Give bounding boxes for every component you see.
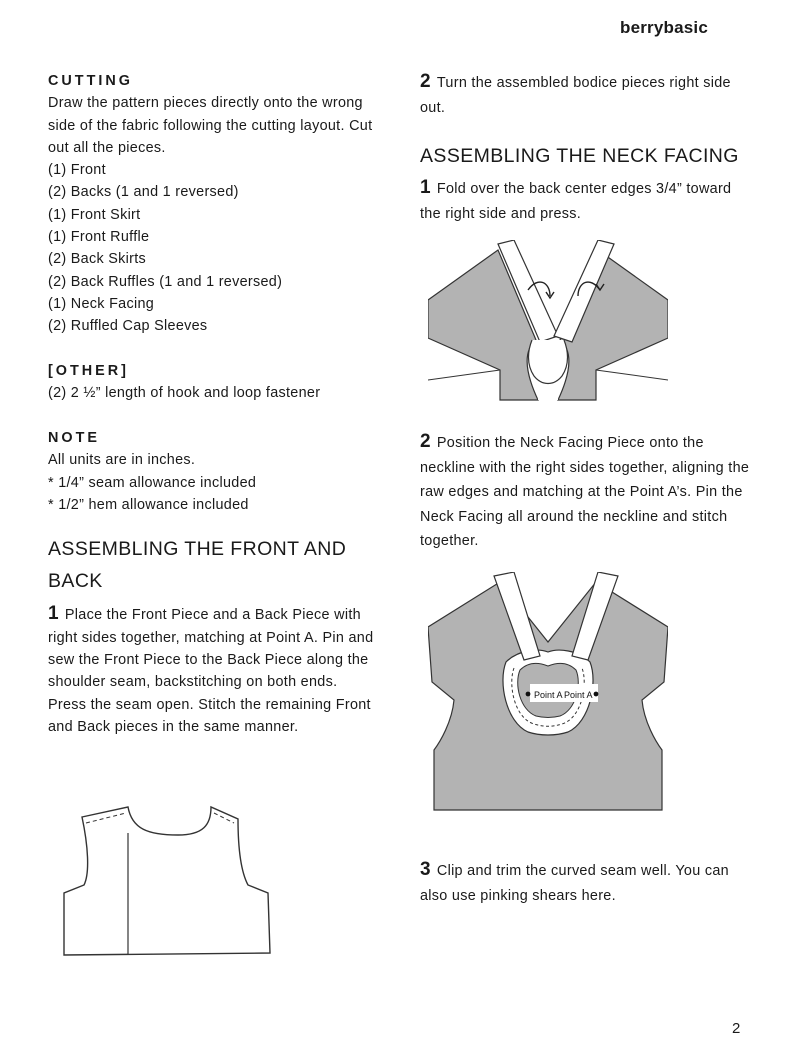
neck-facing-illustration [428,572,668,812]
cutting-intro: Draw the pattern pieces directly onto the wrong side of the fabric following the cutting layout. Cut out all the pieces. [48,95,373,156]
neck-facing-step-1 [420,176,750,226]
note-line: All units are in inches. [48,452,196,469]
cutting-item: (1) Front Ruffle [48,229,150,246]
note-line: * 1/2” hem allowance included [48,497,249,514]
cutting-item: (2) Back Ruffles (1 and 1 reversed) [48,273,283,290]
page-number: 2 [732,1020,741,1037]
neck-facing-heading: ASSEMBLING THE NECK FACING [420,145,739,167]
other-title: [OTHER] [48,362,129,379]
left-column [48,70,378,738]
neck-facing-step-2 [420,430,750,554]
cutting-item: (2) Ruffled Cap Sleeves [48,318,208,335]
step-number: 1 [48,603,59,625]
cutting-item: (1) Front [48,162,106,179]
right-column [420,70,750,226]
front-back-heading: ASSEMBLING THE FRONT AND BACK [48,538,347,593]
fold-back-edges-illustration [428,240,668,402]
step-text: Position the Neck Facing Piece onto the neckline with the right sides together, aligning the raw edges and matching at the Point A’s. Pin the Neck Facing all around the neckline and stitch together. [420,435,750,549]
note-line: * 1/4” seam allowance included [48,474,257,491]
step-number: 2 [420,431,431,452]
neck-facing-step-2-block [420,430,750,554]
step-text: Place the Front Piece and a Back Piece with right sides together, matching at Point A. Pin and sew the Front Piece to the Back Piece along the shoulder seam, backstitching on both ends. Press the seam open. Stitch the remaining Front and Back pieces in the same manner. [48,607,374,735]
neck-facing-step-3 [420,858,750,908]
step-number: 2 [420,71,431,92]
cutting-item: (1) Front Skirt [48,206,141,223]
cutting-item: (2) Back Skirts [48,251,147,268]
bodice-outline-illustration [48,795,288,965]
step-text: Clip and trim the curved seam well. You can also use pinking shears here. [420,863,729,904]
step-number: 1 [420,177,431,198]
brand-logo: berrybasic [620,18,708,37]
note-title: NOTE [48,430,100,447]
cutting-item: (2) Backs (1 and 1 reversed) [48,184,239,201]
step-number: 3 [420,859,431,880]
cutting-item: (1) Neck Facing [48,295,155,312]
front-back-step-2 [420,70,750,120]
other-item: (2) 2 ½” length of hook and loop fastener [48,384,321,401]
front-back-step-1 [48,603,378,738]
cutting-title: CUTTING [48,73,133,89]
step-text: Fold over the back center edges 3/4” toward the right side and press. [420,181,732,222]
point-a-label-right: Point A [564,690,593,700]
neck-facing-step-3-block [420,858,750,908]
point-a-label-left: Point A [534,690,563,700]
step-text: Turn the assembled bodice pieces right side out. [420,75,731,116]
